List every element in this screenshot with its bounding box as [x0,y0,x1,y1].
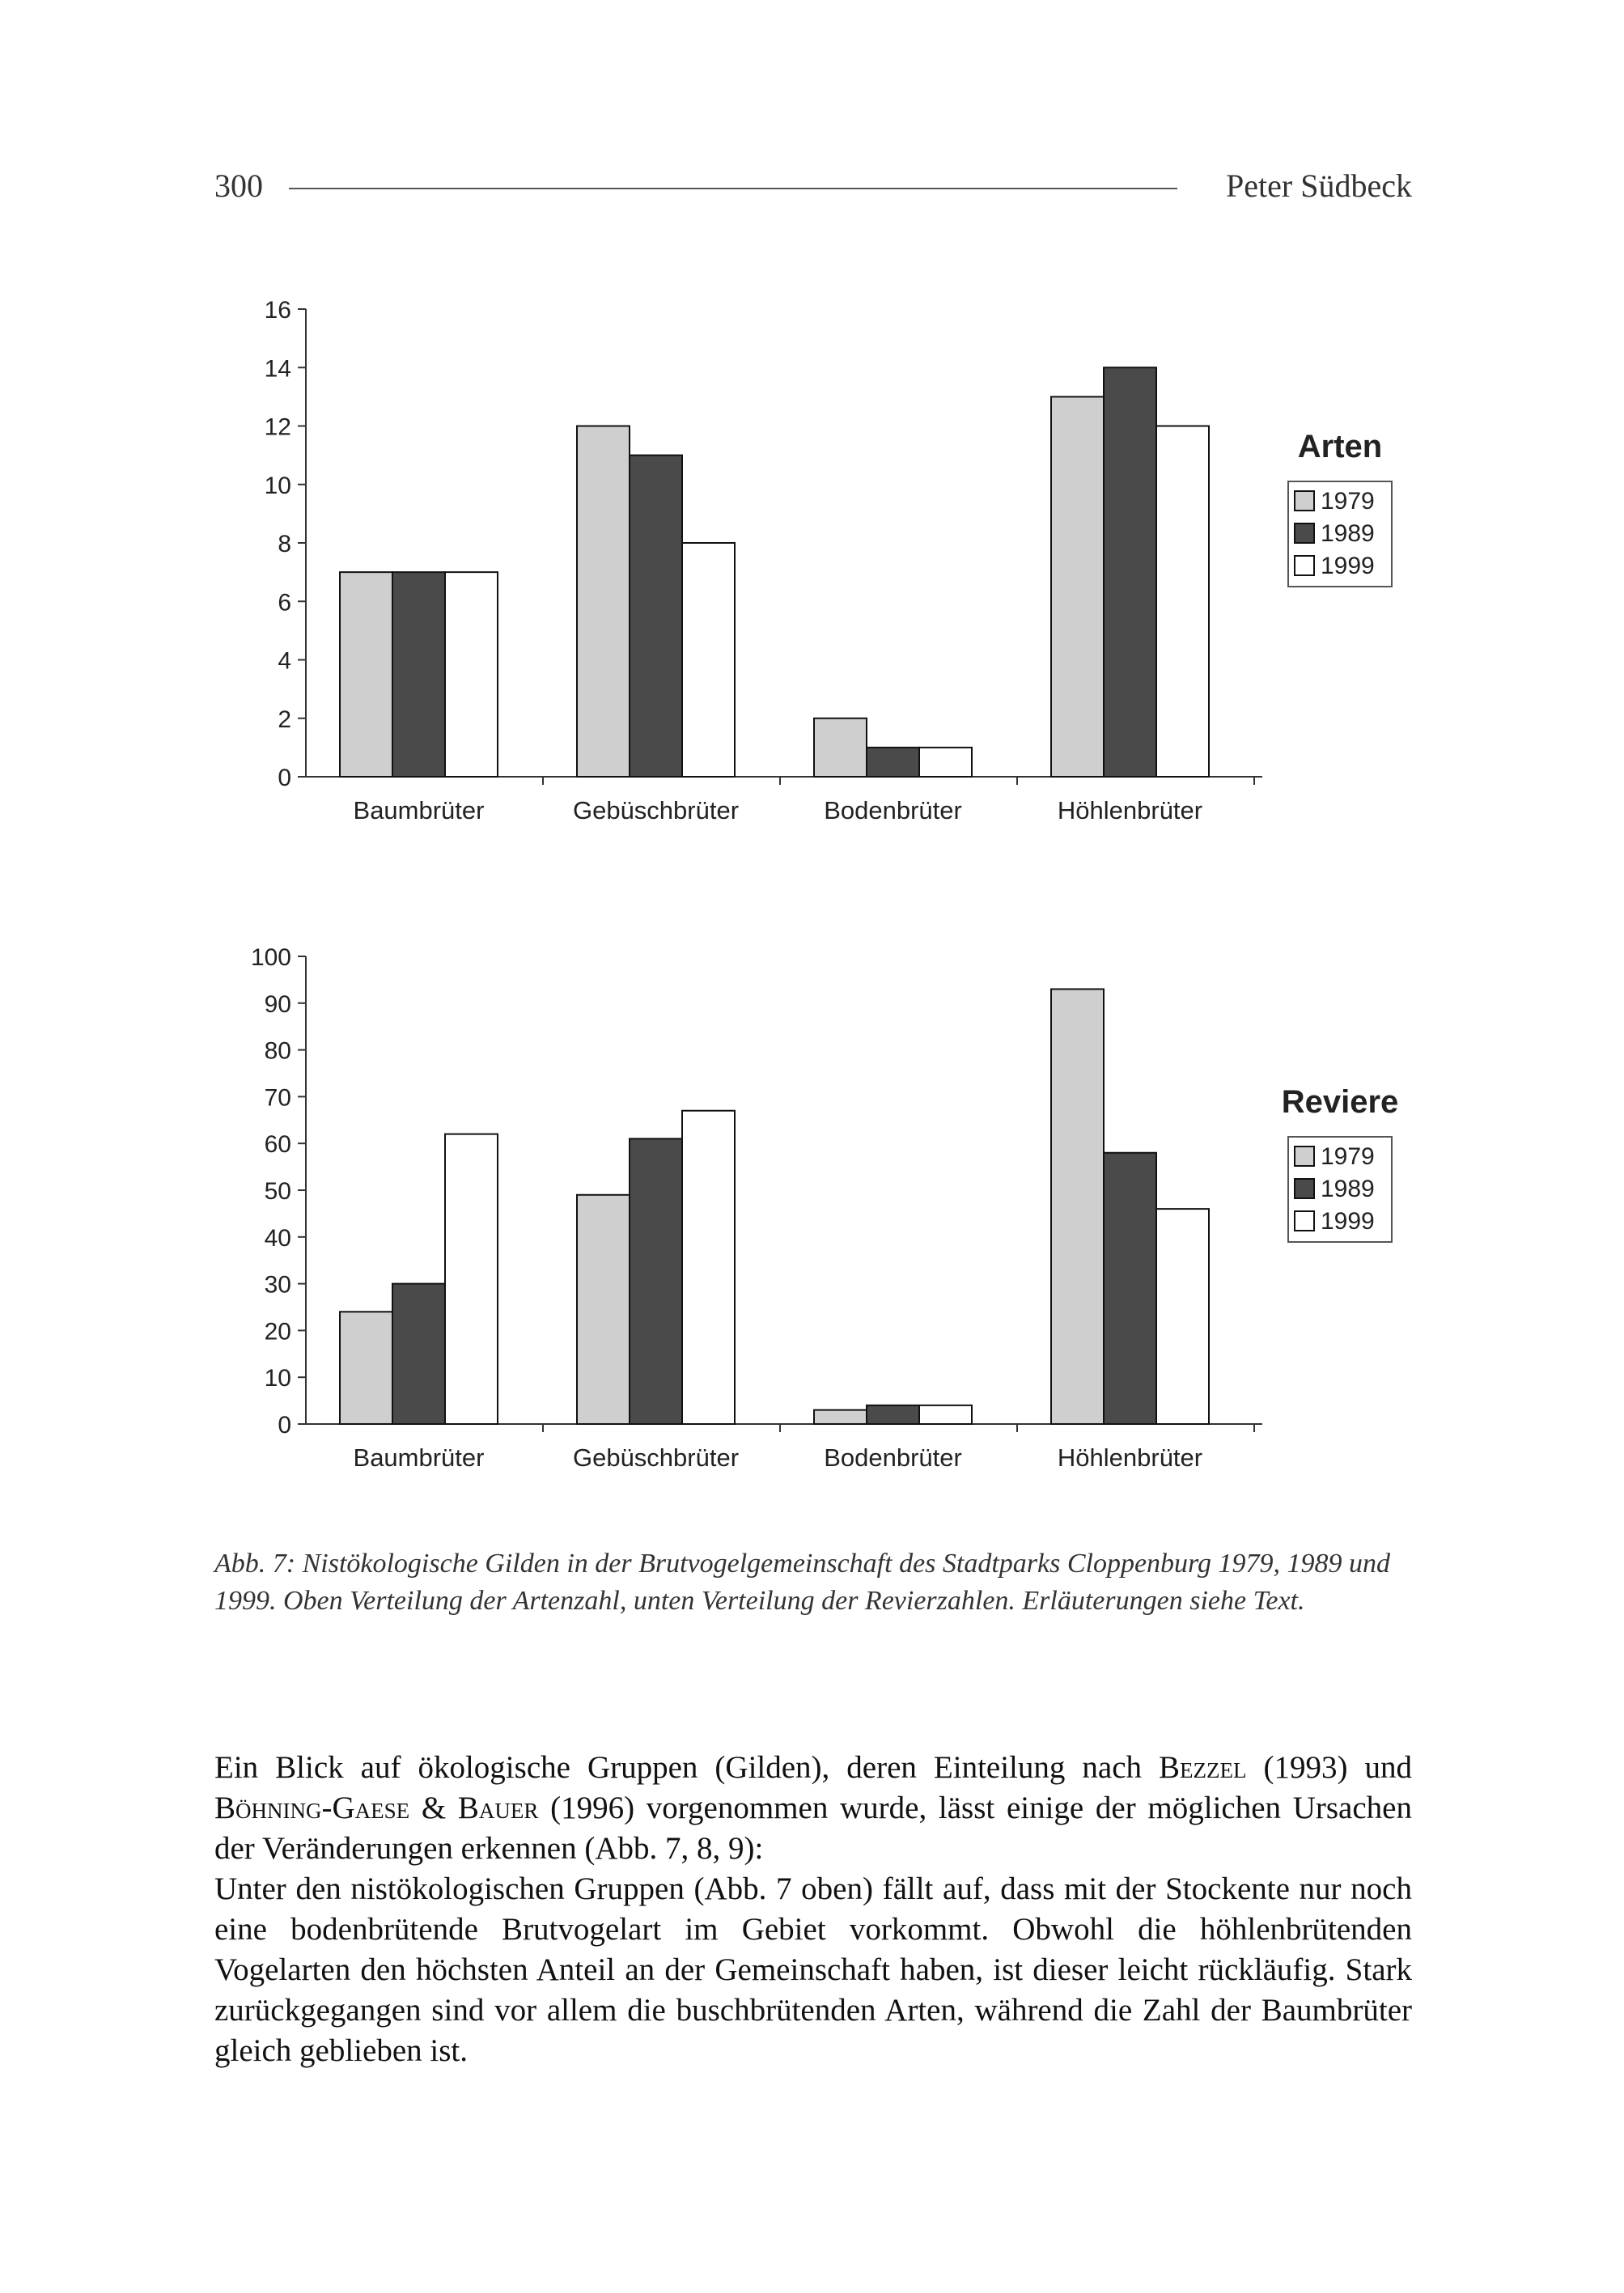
y-tick-label: 60 [264,1131,291,1159]
legend-label-1979: 1979 [1321,488,1375,515]
author-boehning-gaese: Böhning-Gaese [214,1791,410,1825]
y-tick-label: 16 [264,297,291,324]
bar-hohlenbruter-1999 [1156,1209,1209,1424]
bar-bodenbruter-1979 [814,718,867,777]
legend-swatch-1979 [1295,491,1314,511]
p1-text-b: (1993) und [1246,1750,1412,1785]
legend-label-1989: 1989 [1321,520,1375,547]
y-tick-label: 100 [250,944,291,971]
p1-text-a: Ein Blick auf ökologische Gruppen (Gilden), deren Einteilung nach [214,1750,1160,1785]
bar-hohlenbruter-1989 [1104,367,1156,777]
bar-gebuschbruter-1989 [630,456,682,777]
category-label-baumbruter: Baumbrüter [353,1443,485,1472]
y-tick-label: 0 [278,1412,291,1439]
chart-reviere [0,939,1624,1505]
chart-arten [0,291,1624,858]
y-tick-label: 6 [278,589,291,617]
running-header [214,167,1412,207]
bar-hohlenbruter-1999 [1156,426,1209,778]
legend-label-1999: 1999 [1321,553,1375,579]
y-tick-label: 50 [264,1178,291,1205]
y-tick-label: 0 [278,765,291,791]
legend-label-1999: 1999 [1321,1208,1375,1235]
y-tick-label: 4 [278,647,291,675]
bar-bodenbruter-1979 [814,1410,867,1424]
bar-bodenbruter-1989 [867,748,919,777]
bar-gebuschbruter-1979 [577,1195,630,1424]
y-tick-label: 90 [264,990,291,1018]
figure-caption [214,1545,1412,1620]
bar-hohlenbruter-1979 [1051,396,1104,777]
category-label-bodenbruter: Bodenbrüter [824,1443,962,1472]
bar-bodenbruter-1999 [919,748,972,777]
p1-text-c: & [409,1791,458,1825]
legend-swatch-1999 [1295,1211,1314,1231]
legend-swatch-1979 [1295,1146,1314,1166]
bar-baumbruter-1979 [340,572,392,777]
legend-title: Reviere [1281,1084,1399,1120]
bar-hohlenbruter-1989 [1104,1153,1156,1424]
category-label-bodenbruter: Bodenbrüter [824,796,962,824]
y-tick-label: 2 [278,706,291,733]
author-bauer: Bauer [457,1791,539,1825]
bar-baumbruter-1999 [445,572,498,777]
author-bezzel: Bezzel [1159,1750,1247,1785]
y-tick-label: 20 [264,1318,291,1346]
bar-baumbruter-1989 [392,1284,445,1424]
p1-text-d: (1996) vorgenommen wurde, lässt einige der möglichen Ursachen der Veränderungen erkennen (Abb. 7, 8, 9): [214,1791,1412,1866]
caption-label: Abb. 7: [214,1549,296,1579]
y-tick-label: 40 [264,1224,291,1252]
body-text [214,1748,1412,2071]
y-tick-label: 8 [278,531,291,557]
header-rule [289,188,1177,189]
category-label-gebuschbruter: Gebüschbrüter [572,796,740,824]
running-author: Peter Südbeck [1226,167,1412,204]
y-tick-label: 14 [264,355,291,383]
bar-hohlenbruter-1979 [1051,989,1104,1424]
paragraph-2: Unter den nistökologischen Gruppen (Abb. 7 oben) fällt auf, dass mit der Stockente nur noch eine bodenbrütende Brutvogelart im Gebiet vorkommt. Obwohl die höhlenbrütenden Vogelarten den höchsten Anteil an der Gemeinschaft haben, ist dieser leicht rückläufig. Stark zurückgegangen sind vor allem die buschbrütenden Arten, während die Zahl der Baumbrüter gleich geblieben ist. [214,1871,1412,2068]
category-label-baumbruter: Baumbrüter [353,796,485,824]
legend-swatch-1989 [1295,523,1314,543]
caption-text: Nistökologische Gilden in der Brutvogelgemeinschaft des Stadtparks Cloppenburg 1979, 1989 und 1999. Oben Verteilung der Artenzahl, unten Verteilung der Revierzahlen. Erläuterungen siehe Text. [214,1549,1391,1616]
bar-gebuschbruter-1979 [577,426,630,778]
legend-label-1989: 1989 [1321,1176,1375,1202]
y-tick-label: 10 [264,472,291,499]
y-tick-label: 70 [264,1084,291,1112]
bar-baumbruter-1989 [392,572,445,777]
y-tick-label: 10 [264,1365,291,1392]
paragraph-1 [214,1748,1412,1869]
category-label-gebuschbruter: Gebüschbrüter [572,1443,740,1472]
bar-baumbruter-1979 [340,1312,392,1424]
category-label-hohlenbruter: Höhlenbrüter [1057,1443,1203,1472]
legend-label-1979: 1979 [1321,1143,1375,1170]
y-tick-label: 12 [264,413,291,441]
bar-bodenbruter-1989 [867,1405,919,1424]
bar-baumbruter-1999 [445,1134,498,1424]
bar-bodenbruter-1999 [919,1405,972,1424]
y-tick-label: 30 [264,1271,291,1299]
legend-title: Arten [1297,429,1383,464]
legend-swatch-1989 [1295,1179,1314,1198]
legend-swatch-1999 [1295,556,1314,575]
page-number: 300 [214,167,263,204]
bar-gebuschbruter-1989 [630,1138,682,1424]
bar-gebuschbruter-1999 [682,1111,735,1424]
y-tick-label: 80 [264,1037,291,1065]
category-label-hohlenbruter: Höhlenbrüter [1057,796,1203,824]
bar-gebuschbruter-1999 [682,543,735,777]
